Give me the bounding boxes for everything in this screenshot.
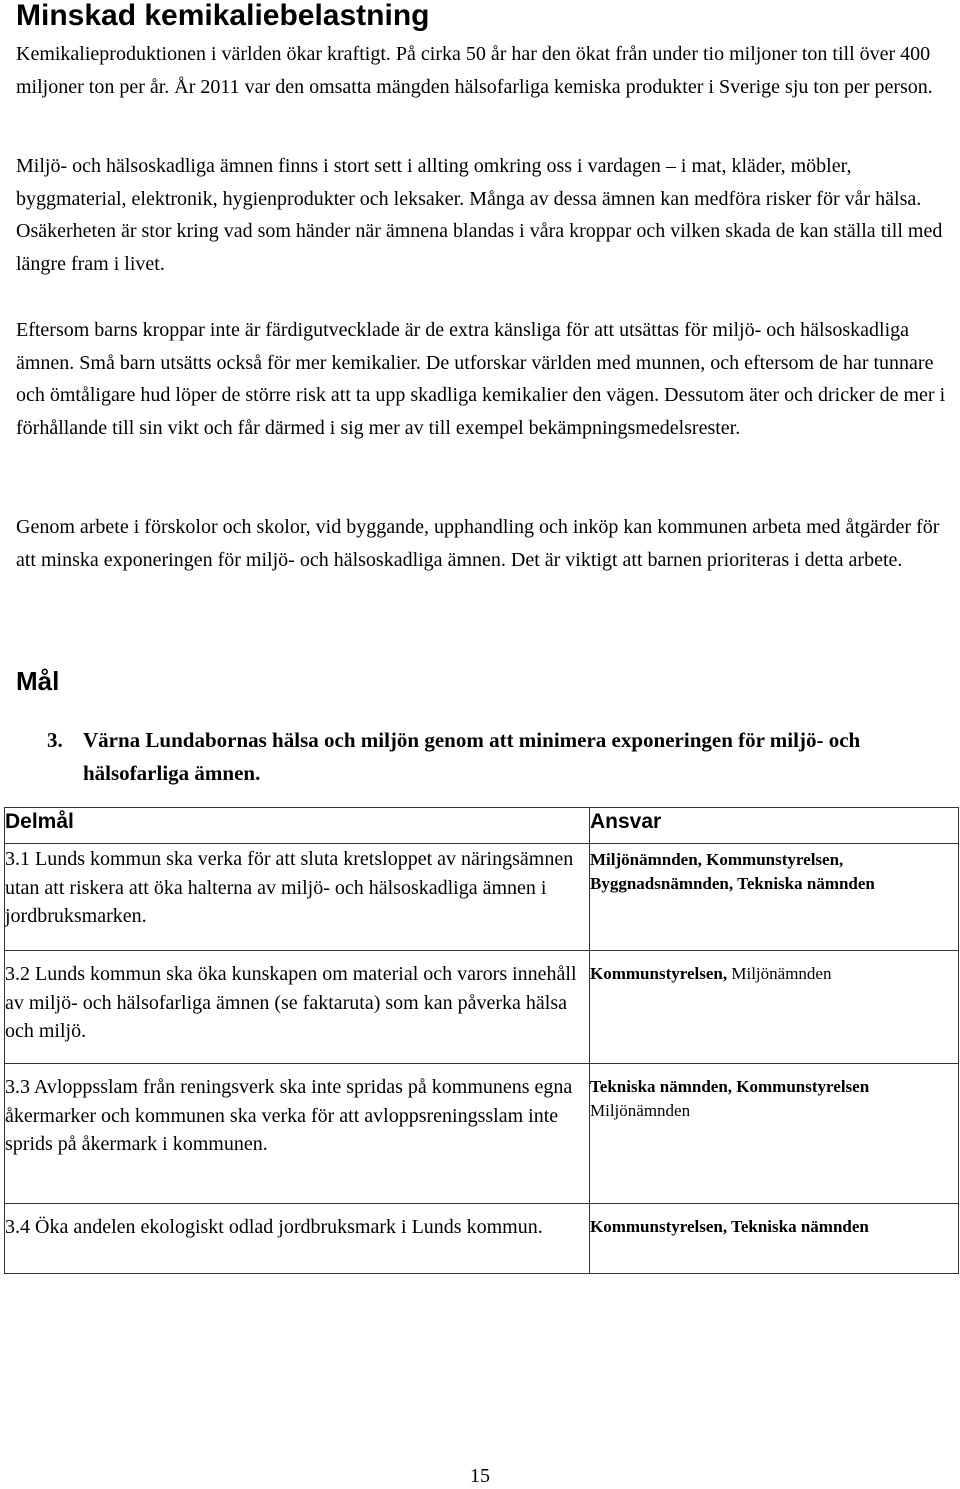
ansvar-cell (590, 1064, 959, 1204)
goal-heading: Mål (16, 666, 60, 696)
table-header-row (5, 808, 959, 844)
table-row (5, 844, 959, 951)
ansvar-normal: Miljönämnden (590, 1100, 691, 1120)
goal-statement (47, 724, 927, 790)
goal-number: 3. (47, 728, 63, 752)
delmal-cell: 3.1 Lunds kommun ska verka för att sluta kretsloppet av näringsämnen utan att riskera att öka halterna av miljö- och hälsoskadliga ämnen i jordbruksmarken. (5, 844, 590, 951)
table-row (5, 951, 959, 1064)
targets-table (4, 807, 959, 1274)
ansvar-bold: Kommunstyrelsen, Tekniska nämnden (590, 1217, 869, 1236)
header-delmal: Delmål (5, 808, 590, 844)
paragraph-everyday-substances: Miljö- och hälsoskadliga ämnen finns i stort sett i allting omkring oss i vardagen – i mat, kläder, möbler, byggmaterial, elektronik, hygienprodukter och leksaker. Många av dessa ämnen kan medföra risker för vår hälsa. Osäkerheten är stor kring vad som händer när ämnena blandas i våra kroppar och vilken skada de kan ställa till med längre fram i livet. (16, 155, 943, 275)
paragraph-children-sensitivity: Eftersom barns kroppar inte är färdigutvecklade är de extra känsliga för att utsättas för miljö- och hälsoskadliga ämnen. Små barn utsätts också för mer kemikalier. De utforskar världen med munnen, och eftersom de har tunnare och ömtåligare hud löper de större risk att ta upp skadliga kemikalier den vägen. Dessutom äter och dricker de mer i förhållande till sin vikt och får därmed i sig mer av till exempel bekämpningsmedelsrester. (16, 319, 946, 439)
delmal-cell: 3.4 Öka andelen ekologiskt odlad jordbruksmark i Lunds kommun. (5, 1204, 590, 1274)
header-ansvar: Ansvar (590, 808, 959, 844)
goal-text: Värna Lundabornas hälsa och miljön genom att minimera exponeringen för miljö- och hälsofarliga ämnen. (83, 728, 861, 785)
ansvar-bold: Tekniska nämnden, Kommunstyrelsen (590, 1077, 870, 1096)
delmal-cell: 3.2 Lunds kommun ska öka kunskapen om material och varors innehåll av miljö- och hälsofarliga ämnen (se faktaruta) som kan påverka hälsa och miljö. (5, 951, 590, 1064)
ansvar-cell (590, 1204, 959, 1274)
table-row (5, 1204, 959, 1274)
paragraph-municipal-work: Genom arbete i förskolor och skolor, vid byggande, upphandling och inköp kan kommunen arbeta med åtgärder för att minska exponeringen för miljö- och hälsoskadliga ämnen. Det är viktigt att barnen prioriteras i detta arbete. (16, 516, 940, 571)
page-title: Minskad kemikaliebelastning (16, 0, 430, 32)
paragraph-chemical-production: Kemikalieproduktionen i världen ökar kraftigt. På cirka 50 år har den ökat från under tio miljoner ton till över 400 miljoner ton per år. År 2011 var den omsatta mängden hälsofarliga kemiska produkter i Sverige sju ton per person. (16, 43, 933, 98)
page-number: 15 (470, 1465, 490, 1487)
ansvar-normal: Miljönämnden (727, 964, 832, 983)
ansvar-cell (590, 844, 959, 951)
ansvar-bold: Miljönämnden, Kommunstyrelsen, Byggnadsnämnden, Tekniska nämnden (590, 850, 875, 893)
ansvar-bold: Kommunstyrelsen, (590, 964, 728, 983)
ansvar-cell (590, 951, 959, 1064)
table-row (5, 1064, 959, 1204)
delmal-cell: 3.3 Avloppsslam från reningsverk ska inte spridas på kommunens egna åkermarker och kommunen ska verka för att avloppsreningsslam inte sprids på åkermark i kommunen. (5, 1064, 590, 1204)
